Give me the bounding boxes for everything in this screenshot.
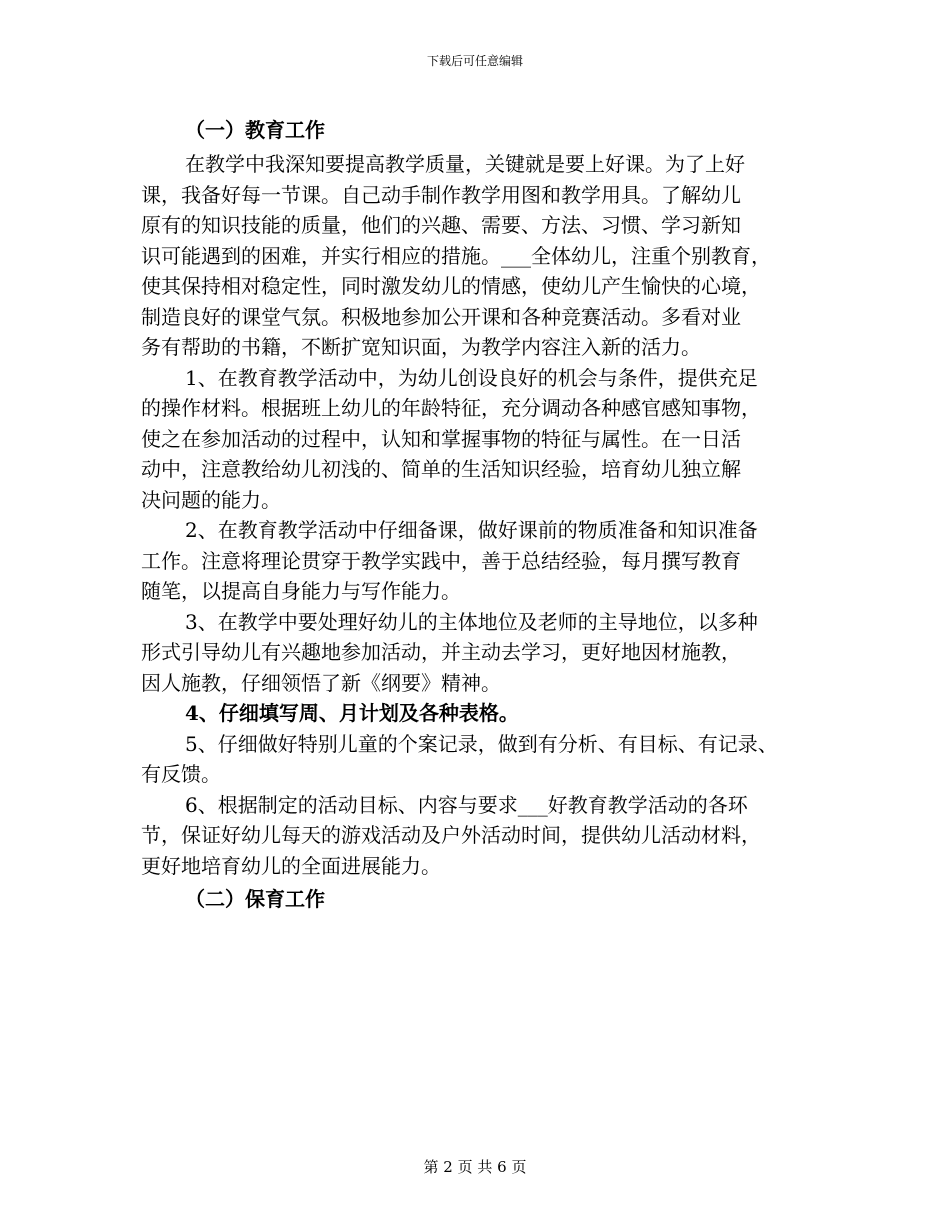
paragraph-line: 识可能遇到的困难，并实行相应的措施。___全体幼儿，注重个别教育， [141,243,771,268]
paragraph-line: 3、在教学中要处理好幼儿的主体地位及老师的主导地位，以多种 [185,609,758,634]
paragraph-line: 有反馈。 [141,762,221,786]
page-header: 下载后可任意编辑 [426,54,523,68]
paragraph-line: 5、仔细做好特别儿童的个案记录，做到有分析、有目标、有记录、 [185,731,778,756]
paragraph-line: 2、在教育教学活动中仔细备课，做好课前的物质准备和知识准备 [185,518,758,542]
paragraph-line: 更好地培育幼儿的全面进展能力。 [141,853,441,878]
paragraph-line: 原有的知识技能的质量，他们的兴趣、需要、方法、习惯、学习新知 [141,213,741,237]
paragraph-line: 因人施教，仔细领悟了新《纲要》精神。 [141,670,501,695]
paragraph-line: 的操作材料。根据班上幼儿的年龄特征，充分调动各种感官感知事物， [141,396,761,420]
paragraph-line: 工作。注意将理论贯穿于教学实践中，善于总结经验，每月撰写教育 [141,548,741,573]
paragraph-line-bold: 4、仔细填写周、月计划及各种表格。 [185,701,519,725]
section-title-care: （二）保育工作 [185,887,325,911]
document-body [141,112,831,918]
paragraph-line: 动中，注意教给幼儿初浅的、简单的生活知识经验，培育幼儿独立解 [141,457,741,481]
paragraph-line: 在教学中我深知要提高教学质量，关键就是要上好课。为了上好 [185,152,745,176]
paragraph-line: 课，我备好每一节课。自己动手制作教学用图和教学用具。了解幼儿 [141,182,741,207]
paragraph-line: 形式引导幼儿有兴趣地参加活动，并主动去学习，更好地因材施教， [141,640,741,664]
paragraph-line: 务有帮助的书籍，不断扩宽知识面，为教学内容注入新的活力。 [141,335,701,359]
paragraph-line: 节，保证好幼儿每天的游戏活动及户外活动时间，提供幼儿活动材料， [141,823,761,847]
paragraph-line: 决问题的能力。 [141,487,281,512]
paragraph-line: 使之在参加活动的过程中，认知和掌握事物的特征与属性。在一日活 [141,426,741,451]
paragraph-line: 制造良好的课堂气氛。积极地参加公开课和各种竞赛活动。多看对业 [141,304,741,329]
paragraph-line: 6、根据制定的活动目标、内容与要求___好教育教学活动的各环 [185,792,748,817]
paragraph-line: 随笔，以提高自身能力与写作能力。 [141,579,461,603]
section-title-education: （一）教育工作 [185,118,325,142]
paragraph-line: 使其保持相对稳定性，同时激发幼儿的情感，使幼儿产生愉快的心境， [141,274,761,298]
paragraph-line: 1、在教育教学活动中，为幼儿创设良好的机会与条件，提供充足 [185,365,758,390]
page-footer: 第 2 页 共 6 页 [423,1158,527,1176]
